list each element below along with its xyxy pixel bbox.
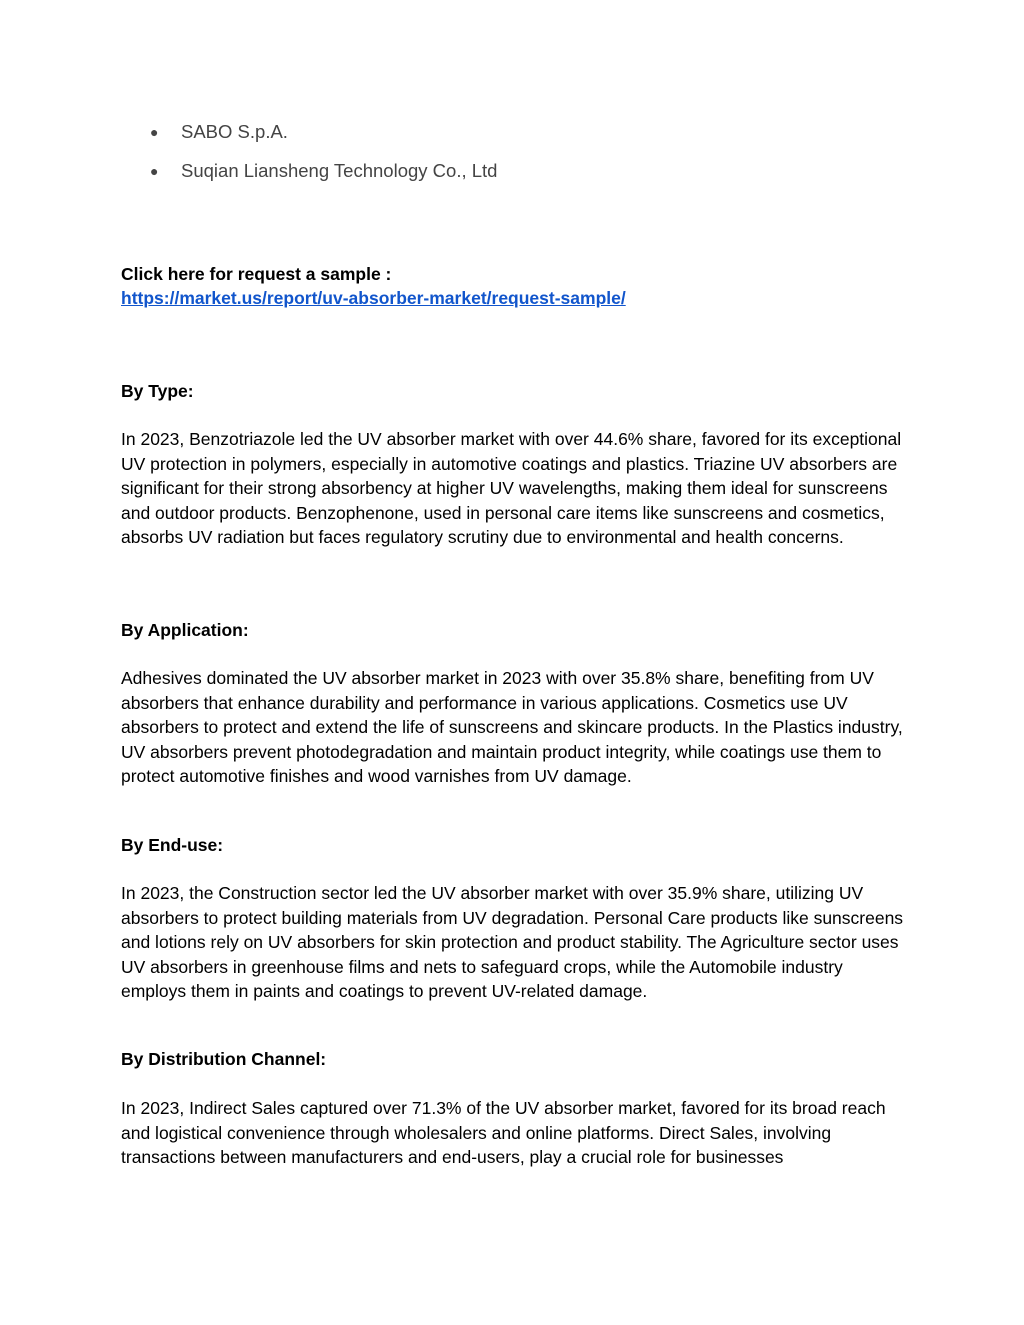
bullet-icon: ● xyxy=(150,163,159,179)
company-name: SABO S.p.A. xyxy=(181,121,288,142)
bullet-icon: ● xyxy=(150,124,159,140)
section-body-type: In 2023, Benzotriazole led the UV absorber market with over 44.6% share, favored for its exceptional UV protection in polymers, especially in automotive coatings and plastics. Triazine UV absorbers are significant for their strong absorbency at higher UV wavelengths, making them ideal for sunscreens and outdoor products. Benzophenone, used in personal care items like sunscreens and cosmetics, absorbs UV radiation but faces regulatory scrutiny due to environmental and health concerns. xyxy=(121,429,902,547)
sample-request-link[interactable]: https://market.us/report/uv-absorber-market/request-sample/ xyxy=(121,288,626,308)
sample-request-label: Click here for request a sample : xyxy=(121,264,392,284)
section-heading-distribution-channel: By Distribution Channel: xyxy=(121,1049,327,1069)
section-heading-type: By Type: xyxy=(121,381,194,401)
section-body-application: Adhesives dominated the UV absorber market in 2023 with over 35.8% share, benefiting from UV absorbers that enhance durability and performance in various applications. Cosmetics use UV absorbers to protect and extend the life of sunscreens and skincare products. In the Plastics industry, UV absorbers prevent photodegradation and maintain product integrity, while coatings use them to protect automotive finishes and wood varnishes from UV damage. xyxy=(121,668,903,786)
section-body-end-use: In 2023, the Construction sector led the UV absorber market with over 35.9% share, utilizing UV absorbers to protect building materials from UV degradation. Personal Care products like sunscreens and lotions rely on UV absorbers for skin protection and product stability. The Agriculture sector uses UV absorbers in greenhouse films and nets to safeguard crops, while the Automobile industry employs them in paints and coatings to prevent UV-related damage. xyxy=(121,883,904,1001)
section-body-distribution-channel: In 2023, Indirect Sales captured over 71.3% of the UV absorber market, favored for its broad reach and logistical convenience through wholesalers and online platforms. Direct Sales, involving transactions between manufacturers and end-users, play a crucial role for businesses xyxy=(121,1098,886,1167)
list-item xyxy=(150,158,497,197)
company-list xyxy=(150,119,497,197)
section-heading-application: By Application: xyxy=(121,620,249,640)
section-heading-end-use: By End-use: xyxy=(121,835,224,855)
company-name: Suqian Liansheng Technology Co., Ltd xyxy=(181,160,498,181)
list-item xyxy=(150,119,497,158)
